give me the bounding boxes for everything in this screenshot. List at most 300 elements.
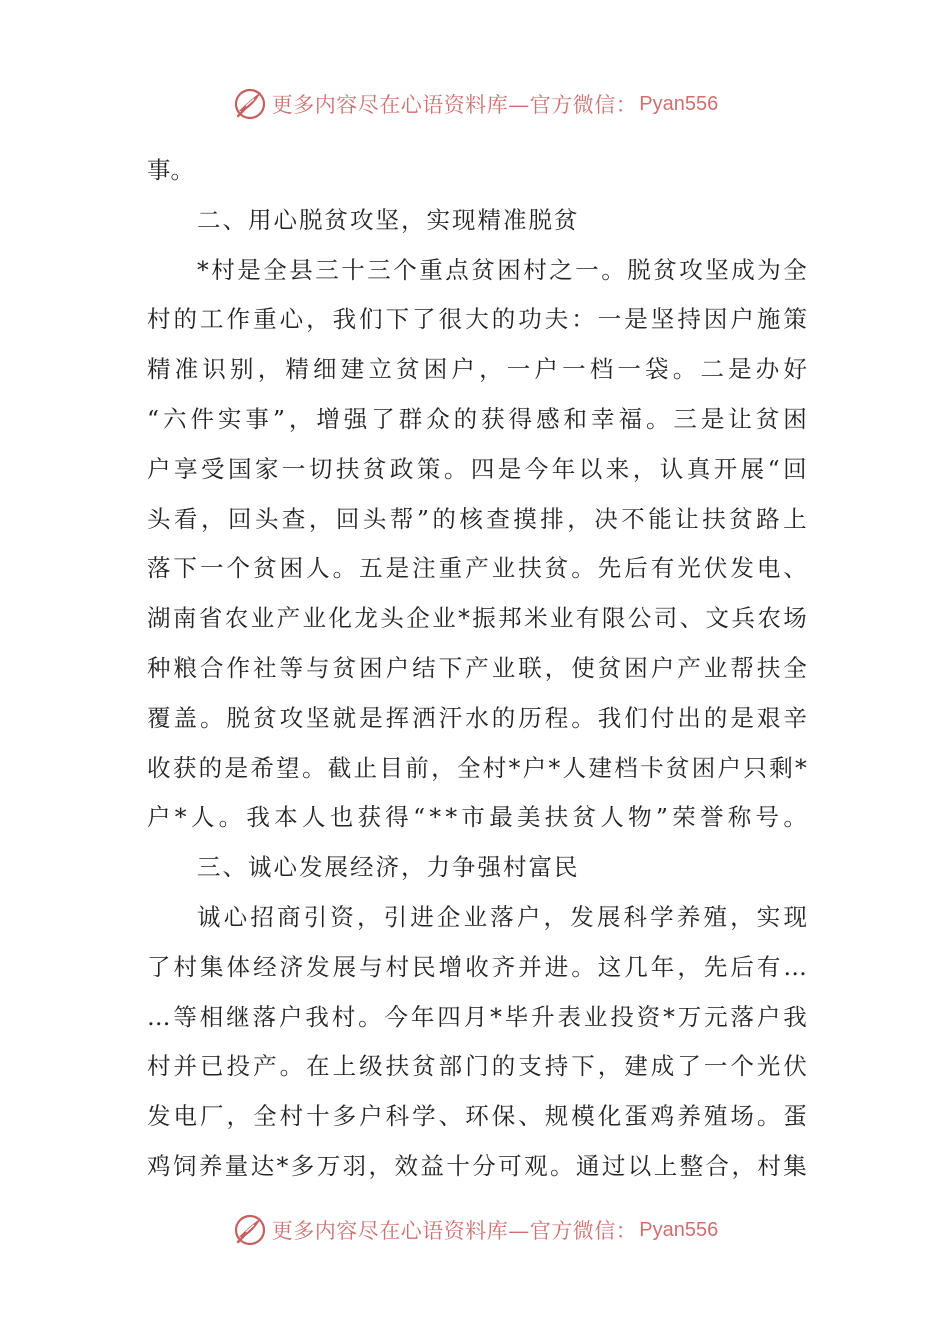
text-char: 的: [491, 703, 516, 732]
text-char: 们: [359, 305, 383, 334]
text-char: ，: [543, 902, 568, 931]
text-char: 年: [410, 1002, 435, 1031]
quill-pen-logo-icon: [232, 86, 268, 122]
text-line: [147, 744, 807, 794]
text-char: 是: [385, 554, 410, 583]
text-char: 厂: [200, 1102, 224, 1131]
text-char: 并: [518, 952, 542, 981]
text-char: 全: [783, 255, 807, 284]
text-char: 贫: [665, 753, 690, 782]
text-char: 来: [605, 454, 630, 483]
text-char: 头: [380, 604, 404, 633]
text-char: 是: [497, 454, 522, 483]
text-char: 让: [728, 404, 752, 433]
text-char: 农: [757, 604, 781, 633]
text-char: 。: [301, 753, 326, 782]
text-char: 齐: [491, 952, 516, 981]
text-char: 增: [438, 952, 463, 981]
text-char: 现: [783, 902, 807, 931]
text-char: 获: [357, 803, 381, 832]
text-char: 全: [456, 753, 481, 782]
watermark-text: 更多内容尽在心语资料库—官方微信：: [271, 1219, 638, 1243]
text-char: 有: [575, 604, 600, 633]
text-char: 诚: [197, 902, 221, 931]
text-char: 投: [226, 1052, 251, 1081]
text-char: 下: [385, 305, 410, 334]
text-char: 识: [202, 355, 226, 384]
text-char: 只: [743, 753, 767, 782]
text-char: 业: [491, 554, 516, 583]
text-char: 施: [756, 305, 781, 334]
text-char: 合: [200, 653, 224, 682]
text-char: *: [508, 753, 521, 782]
text-char: 一: [617, 355, 641, 384]
text-char: 坚: [306, 703, 330, 732]
text-line: [147, 445, 807, 495]
text-char: 业: [432, 604, 456, 633]
text-char: 的: [703, 703, 728, 732]
text-char: 户: [359, 1102, 383, 1131]
text-char: 等: [279, 653, 304, 682]
text-char: 。: [550, 1151, 574, 1180]
text-char: 。: [571, 952, 595, 981]
text-char: 、: [438, 1102, 463, 1131]
text-char: 以: [578, 454, 603, 483]
text-char: 已: [200, 1052, 224, 1081]
text-char: 受: [200, 454, 225, 483]
text-char: 一: [703, 1052, 728, 1081]
text-char: 们: [624, 703, 648, 732]
text-char: 观: [524, 1151, 548, 1180]
text-char: 的: [198, 753, 223, 782]
text-line: [147, 345, 807, 395]
text-char: 年: [650, 952, 675, 981]
text-char: 誉: [699, 803, 724, 832]
text-char: 重: [438, 554, 463, 583]
text-char: 全: [263, 255, 287, 284]
text-char: 发: [730, 554, 754, 583]
text-char: 全: [783, 653, 807, 682]
text-char: 是: [728, 355, 752, 384]
text-char: 龙: [354, 604, 378, 633]
text-char: 困: [279, 554, 304, 583]
text-char: 发: [570, 902, 594, 931]
text-char: 业: [703, 653, 728, 682]
text-char: 建: [588, 753, 612, 782]
text-char: 投: [610, 1002, 634, 1031]
text-char: 夫: [544, 305, 569, 334]
text-char: 困: [783, 404, 807, 433]
text-char: 场: [730, 1102, 754, 1131]
header-watermark-banner: [0, 84, 950, 124]
text-char: 落: [490, 902, 514, 931]
text-char: 排: [540, 504, 564, 533]
text-char: 个: [393, 255, 417, 284]
text-char: 电: [756, 554, 781, 583]
text-char: *: [445, 803, 458, 832]
text-char: 村: [173, 952, 198, 981]
text-char: 业: [302, 604, 327, 633]
text-char: 济: [279, 952, 304, 981]
text-char: 强: [343, 404, 368, 433]
text-char: 民: [412, 952, 436, 981]
text-char: 是: [700, 404, 725, 433]
text-char: 与: [359, 952, 383, 981]
text-char: 户: [756, 1002, 781, 1031]
text-char: 核: [459, 504, 483, 533]
text-char: 社: [253, 653, 277, 682]
text-char: 享: [173, 454, 198, 483]
text-char: 产: [253, 1052, 277, 1081]
text-char: 称: [727, 803, 752, 832]
text-char: 电: [173, 1102, 198, 1131]
text-char: 殖: [703, 902, 727, 931]
text-char: 可: [498, 1151, 522, 1180]
text-char: 建: [340, 355, 365, 384]
text-char: 继: [226, 1002, 250, 1031]
text-char: 真: [686, 454, 711, 483]
text-char: 养: [676, 902, 701, 931]
text-char: 十: [446, 1151, 470, 1180]
text-char: 分: [472, 1151, 496, 1180]
text-char: 摸: [513, 504, 537, 533]
text-char: 村: [211, 255, 235, 284]
text-char: 级: [359, 1052, 383, 1081]
text-char: “: [767, 454, 780, 483]
text-char: 鸡: [147, 1151, 171, 1180]
text-char: 获: [481, 404, 505, 433]
text-char: 进: [410, 902, 434, 931]
text-char: 米: [524, 604, 548, 633]
text-char: 学: [650, 902, 674, 931]
text-char: *: [276, 1151, 289, 1180]
text-char: 坚: [705, 255, 729, 284]
text-char: 达: [250, 1151, 275, 1180]
text-char: 贫: [396, 355, 420, 384]
text-char: 贫: [755, 404, 780, 433]
text-char: 过: [601, 1151, 626, 1180]
text-char: 益: [420, 1151, 444, 1180]
text-char: 一: [200, 554, 224, 583]
text-char: 落: [730, 1002, 754, 1031]
text-char: …: [783, 952, 807, 981]
text-char: 保: [491, 1102, 516, 1131]
text-char: ，: [677, 952, 701, 981]
text-char: 羽: [342, 1151, 367, 1180]
text-char: 袋: [645, 355, 669, 384]
text-char: 有: [756, 952, 781, 981]
text-char: 覆: [147, 703, 171, 732]
text-char: *: [197, 255, 209, 284]
text-char: 省: [198, 604, 223, 633]
text-char: 群: [398, 404, 423, 433]
text-char: 村: [482, 753, 507, 782]
footer-watermark-banner: [0, 1210, 950, 1250]
text-char: 。: [783, 803, 807, 832]
text-char: 五: [359, 554, 383, 583]
text-char: 帮: [730, 653, 754, 682]
text-char: 三: [673, 404, 697, 433]
text-char: 立: [368, 355, 392, 384]
text-char: 商: [276, 902, 301, 931]
text-char: 万: [677, 1002, 702, 1031]
text-char: 月: [463, 1002, 488, 1031]
text-char: 以: [627, 1151, 652, 1180]
text-char: 多: [332, 1102, 357, 1131]
text-char: *: [458, 604, 470, 633]
text-char: 光: [677, 554, 701, 583]
text-char: 洒: [412, 703, 436, 732]
text-char: 。: [571, 703, 595, 732]
text-char: ”: [272, 404, 285, 433]
text-char: 上: [332, 1052, 357, 1081]
text-char: 开: [713, 454, 738, 483]
text-char: 上: [783, 504, 807, 533]
text-char: 产: [465, 653, 489, 682]
text-char: 蛋: [783, 1102, 807, 1131]
text-char: 养: [677, 1102, 701, 1131]
text-char: ，: [632, 454, 657, 483]
text-char: 先: [597, 554, 622, 583]
text-char: 策: [783, 305, 807, 334]
text-char: 望: [276, 753, 300, 782]
text-char: 户: [385, 653, 410, 682]
text-char: 人: [562, 753, 587, 782]
text-line: 事。: [147, 156, 194, 184]
text-char: 水: [465, 703, 489, 732]
text-char: 养: [198, 1151, 223, 1180]
text-char: 困: [423, 355, 448, 384]
text-char: 业: [491, 653, 516, 682]
text-char: 增: [316, 404, 340, 433]
text-char: 点: [445, 255, 469, 284]
text-char: 光: [756, 1052, 781, 1081]
text-char: 付: [650, 703, 675, 732]
text-char: 四: [437, 1002, 461, 1031]
text-char: 实: [217, 404, 242, 433]
text-char: 粮: [173, 653, 198, 682]
text-char: 看: [173, 504, 198, 533]
text-char: 、: [518, 1102, 542, 1131]
text-char: 注: [412, 554, 436, 583]
text-char: 先: [703, 952, 728, 981]
text-char: 化: [597, 1102, 622, 1131]
text-char: 产: [276, 604, 301, 633]
text-char: 。: [756, 1102, 781, 1131]
text-line: [147, 993, 807, 1043]
text-char: 持: [677, 305, 701, 334]
text-char: 切: [308, 454, 333, 483]
text-char: 工: [200, 305, 224, 334]
text-char: 门: [465, 1052, 489, 1081]
text-char: 的: [453, 404, 478, 433]
text-char: 一: [281, 454, 306, 483]
text-char: 人: [301, 803, 326, 832]
text-char: 村: [331, 1002, 356, 1031]
text-char: 重: [419, 255, 443, 284]
text-line: [147, 793, 807, 843]
text-char: 展: [740, 454, 765, 483]
text-char: 政: [389, 454, 414, 483]
text-char: 是: [224, 753, 248, 782]
text-line: [147, 644, 807, 694]
text-char: 回: [783, 454, 807, 483]
text-line: [147, 594, 807, 644]
text-char: 收: [147, 753, 171, 782]
text-char: 人: [306, 554, 330, 583]
text-char: 的: [432, 504, 456, 533]
text-char: 资: [330, 902, 354, 931]
paragraph-first-line: [147, 893, 807, 943]
text-char: 进: [544, 952, 569, 981]
text-char: 限: [601, 604, 626, 633]
text-char: 头: [254, 504, 279, 533]
text-char: 今: [384, 1002, 409, 1031]
text-char: 湖: [147, 604, 171, 633]
text-char: 困: [691, 753, 716, 782]
text-char: 别: [230, 355, 254, 384]
text-char: 发: [306, 952, 330, 981]
text-char: 之: [549, 255, 573, 284]
text-char: 量: [224, 1151, 249, 1180]
text-char: 认: [659, 454, 684, 483]
text-char: 模: [571, 1102, 595, 1131]
text-char: 贫: [253, 703, 277, 732]
text-char: 心: [223, 902, 248, 931]
text-char: 坚: [650, 305, 675, 334]
text-char: 策: [416, 454, 441, 483]
text-char: 贫: [544, 554, 569, 583]
text-char: 我: [332, 305, 357, 334]
text-char: 功: [518, 305, 542, 334]
text-char: 年: [551, 454, 576, 483]
text-char: 贫: [412, 1052, 436, 1081]
text-char: 户: [717, 753, 742, 782]
text-char: 幸: [591, 404, 615, 433]
text-char: 招: [250, 902, 274, 931]
text-char: 就: [332, 703, 357, 732]
text-char: ，: [544, 653, 569, 682]
text-char: 伏: [783, 1052, 807, 1081]
text-char: 户: [516, 902, 541, 931]
text-char: 户: [147, 454, 171, 483]
text-line: [147, 395, 807, 445]
document-body: [147, 146, 807, 1192]
text-char: 、: [679, 604, 704, 633]
text-char: ，: [200, 504, 225, 533]
text-char: *: [795, 753, 807, 782]
text-char: 六: [162, 404, 187, 433]
text-char: 贫: [471, 255, 495, 284]
text-char: 扶: [702, 504, 726, 533]
text-char: 。: [601, 255, 625, 284]
text-char: 农: [224, 604, 249, 633]
text-char: 化: [328, 604, 352, 633]
text-char: 、: [783, 554, 807, 583]
text-char: 蛋: [624, 1102, 648, 1131]
text-char: 查: [281, 504, 306, 533]
text-char: 合: [705, 1151, 730, 1180]
text-char: 振: [472, 604, 496, 633]
watermark-wechat-id: Pyan556: [639, 92, 719, 115]
text-char: 我: [783, 1002, 807, 1031]
text-char: 科: [623, 902, 647, 931]
text-char: 事: [245, 404, 269, 433]
text-char: 并: [173, 1052, 198, 1081]
text-char: 业: [583, 1002, 608, 1031]
text-char: 村: [147, 305, 171, 334]
text-char: 程: [544, 703, 569, 732]
text-char: 贫: [597, 653, 622, 682]
text-char: *: [429, 803, 442, 832]
text-char: 重: [253, 305, 277, 334]
text-char: 扶: [518, 554, 542, 583]
text-line: [147, 1092, 807, 1142]
text-line: [147, 1142, 807, 1192]
text-line: [147, 694, 807, 744]
text-char: *: [490, 1002, 502, 1031]
text-char: 荣: [672, 803, 696, 832]
text-line: [147, 943, 807, 993]
text-char: 个: [226, 554, 251, 583]
text-line: [147, 1042, 807, 1092]
text-char: 贫: [572, 803, 597, 832]
text-line: [147, 544, 807, 594]
text-char: 精: [285, 355, 309, 384]
text-char: 贫: [332, 653, 357, 682]
text-char: 的: [173, 305, 198, 334]
text-char: 多: [290, 1151, 315, 1180]
text-char: 邦: [498, 604, 522, 633]
text-char: 的: [491, 1052, 516, 1081]
text-char: 的: [491, 305, 516, 334]
text-char: 福: [618, 404, 642, 433]
text-char: 本: [274, 803, 298, 832]
text-char: 盖: [173, 703, 198, 732]
text-char: 文: [705, 604, 730, 633]
text-char: 集: [783, 1151, 807, 1180]
text-char: ，: [368, 1151, 393, 1180]
text-char: 件: [190, 404, 214, 433]
text-char: 落: [147, 554, 171, 583]
text-char: 一: [506, 355, 531, 384]
text-char: 业: [463, 902, 488, 931]
text-char: 结: [412, 653, 436, 682]
text-char: 家: [254, 454, 279, 483]
text-char: 兵: [731, 604, 755, 633]
text-char: ，: [257, 355, 282, 384]
text-char: 持: [544, 1052, 569, 1081]
text-char: ”: [655, 803, 668, 832]
text-char: 。: [358, 1002, 382, 1031]
text-char: 展: [596, 902, 621, 931]
text-char: 剩: [769, 753, 793, 782]
text-char: 科: [385, 1102, 410, 1131]
text-char: 号: [755, 803, 780, 832]
text-char: 体: [226, 952, 251, 981]
text-char: 出: [677, 703, 701, 732]
text-char: 路: [756, 504, 780, 533]
text-char: 整: [679, 1151, 704, 1180]
text-char: 一: [562, 355, 586, 384]
text-char: 贫: [653, 255, 677, 284]
text-char: 业: [250, 604, 275, 633]
text-char: 。: [672, 355, 697, 384]
text-char: 与: [306, 653, 330, 682]
text-char: 贫: [729, 504, 753, 533]
text-char: 环: [465, 1102, 489, 1131]
text-char: 十: [306, 1102, 330, 1131]
